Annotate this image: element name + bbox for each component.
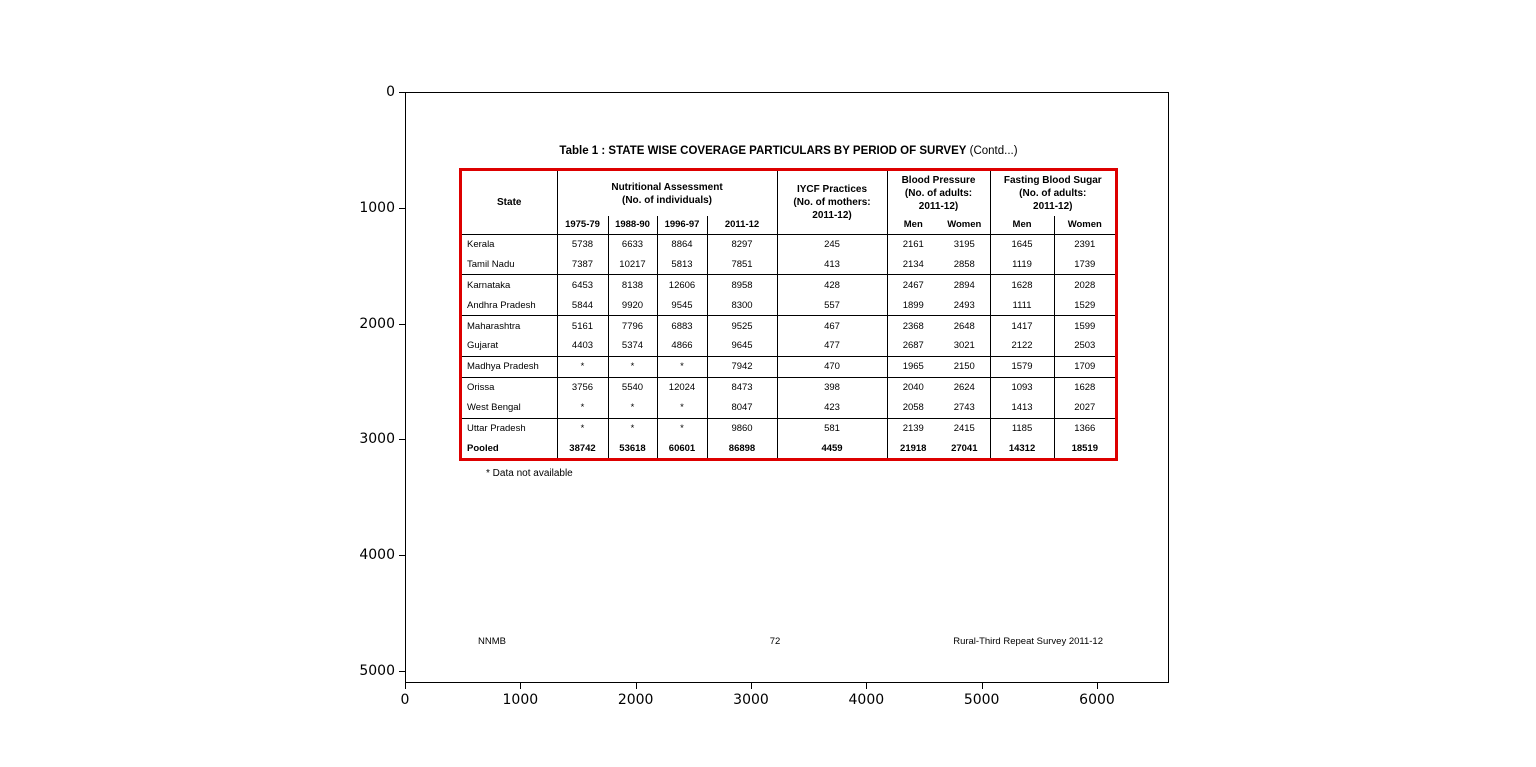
value-cell: 1529 bbox=[1054, 295, 1115, 315]
value-cell: 2040 bbox=[887, 377, 939, 397]
fbs-line1: Fasting Blood Sugar bbox=[1003, 175, 1102, 186]
value-cell: 2467 bbox=[887, 275, 939, 295]
state-cell: Kerala bbox=[467, 238, 495, 250]
value-cell: 3756 bbox=[557, 377, 608, 397]
col-header-1988-90: 1988-90 bbox=[608, 216, 657, 234]
y-tick-label: 2000 bbox=[359, 315, 395, 332]
value-cell: 2503 bbox=[1054, 336, 1115, 356]
value-cell: 2415 bbox=[939, 418, 990, 438]
bp-line1: Blood Pressure bbox=[901, 175, 976, 186]
value-cell: 6883 bbox=[657, 316, 707, 336]
value-cell: 4403 bbox=[557, 336, 608, 356]
value-cell: 8473 bbox=[707, 377, 777, 397]
y-tick-label: 1000 bbox=[359, 199, 395, 216]
iycf-line1: IYCF Practices bbox=[796, 183, 868, 195]
col-header-2011-12: 2011-12 bbox=[707, 216, 777, 234]
value-cell: 12606 bbox=[657, 275, 707, 295]
value-cell: 2134 bbox=[887, 254, 939, 274]
value-cell: 7851 bbox=[707, 254, 777, 274]
value-cell: 10217 bbox=[608, 254, 657, 274]
value-cell: 1739 bbox=[1054, 254, 1115, 274]
value-cell: * bbox=[608, 398, 657, 418]
table-header bbox=[462, 171, 1115, 234]
value-cell: 1185 bbox=[990, 418, 1054, 438]
footer-survey-name: Rural-Third Repeat Survey 2011-12 bbox=[953, 636, 1103, 647]
value-cell: 1579 bbox=[990, 356, 1054, 377]
value-cell: 2493 bbox=[953, 299, 975, 311]
state-cell: Andhra Pradesh bbox=[467, 299, 536, 311]
value-cell: 9920 bbox=[608, 295, 657, 315]
value-cell: 2894 bbox=[939, 275, 990, 295]
state-cell: Karnataka bbox=[462, 275, 557, 295]
value-cell: 557 bbox=[777, 295, 887, 315]
value-cell: 8138 bbox=[608, 275, 657, 295]
x-tick-mark bbox=[520, 683, 521, 689]
state-cell: Pooled bbox=[467, 442, 499, 454]
value-cell: * bbox=[557, 398, 608, 418]
table-row bbox=[462, 254, 1115, 274]
value-cell: * bbox=[557, 356, 608, 377]
value-cell: 6633 bbox=[608, 234, 657, 254]
value-cell: 4866 bbox=[657, 336, 707, 356]
value-cell: 8297 bbox=[707, 234, 777, 254]
bp-line2: (No. of adults: bbox=[904, 188, 973, 199]
col-header-fbs-men: Men bbox=[990, 216, 1054, 234]
state-cell: West Bengal bbox=[467, 402, 521, 414]
value-cell: 2624 bbox=[939, 377, 990, 397]
value-cell: 7387 bbox=[557, 254, 608, 274]
coverage-table bbox=[462, 171, 1115, 458]
value-cell: 1628 bbox=[1054, 377, 1115, 397]
value-cell: 1645 bbox=[990, 234, 1054, 254]
value-cell: 2858 bbox=[953, 258, 975, 270]
value-cell: 2368 bbox=[887, 316, 939, 336]
y-tick-label: 4000 bbox=[359, 547, 395, 564]
value-cell: 12024 bbox=[657, 377, 707, 397]
table-title-suffix: (Contd...) bbox=[966, 145, 1018, 157]
value-cell: * bbox=[557, 418, 608, 438]
value-cell: 14312 bbox=[990, 438, 1054, 458]
x-tick-mark bbox=[636, 683, 637, 689]
value-cell: 5813 bbox=[657, 254, 707, 274]
value-cell: 1111 bbox=[990, 295, 1054, 315]
value-cell: 5540 bbox=[608, 377, 657, 397]
value-cell: 245 bbox=[777, 234, 887, 254]
table-row bbox=[462, 356, 1115, 377]
state-cell: Madhya Pradesh bbox=[462, 356, 557, 377]
col-header-1975-79: 1975-79 bbox=[557, 216, 608, 234]
x-tick-label: 3000 bbox=[733, 692, 769, 708]
value-cell: 38742 bbox=[557, 438, 608, 458]
value-cell: 2743 bbox=[953, 402, 975, 414]
value-cell: 2028 bbox=[1054, 275, 1115, 295]
value-cell: 1417 bbox=[990, 316, 1054, 336]
col-header-bp-women: Women bbox=[939, 216, 990, 234]
x-tick-label: 4000 bbox=[848, 692, 885, 708]
value-cell: 6453 bbox=[557, 275, 608, 295]
coverage-table-border bbox=[459, 168, 1118, 461]
table-row bbox=[462, 418, 1115, 438]
value-cell: 1709 bbox=[1054, 356, 1115, 377]
value-cell: 413 bbox=[777, 254, 887, 274]
value-cell: 1899 bbox=[887, 295, 939, 315]
table-row bbox=[462, 336, 1115, 356]
value-cell: 5161 bbox=[557, 316, 608, 336]
iycf-line2: (No. of mothers: bbox=[793, 196, 871, 208]
col-group-nutritional-assessment bbox=[557, 171, 777, 216]
y-tick-mark bbox=[399, 555, 405, 556]
fbs-line3: 2011-12) bbox=[1033, 201, 1073, 212]
y-tick-label: 5000 bbox=[359, 663, 395, 679]
value-cell: 2391 bbox=[1054, 234, 1115, 254]
value-cell: 5738 bbox=[557, 234, 608, 254]
value-cell: 2648 bbox=[939, 316, 990, 336]
value-cell: 60601 bbox=[657, 438, 707, 458]
value-cell: 470 bbox=[777, 356, 887, 377]
x-tick-label: 0 bbox=[400, 692, 410, 708]
value-cell: 9645 bbox=[707, 336, 777, 356]
value-cell: 9525 bbox=[707, 316, 777, 336]
x-tick-label: 6000 bbox=[1079, 692, 1115, 708]
fbs-line2: (No. of adults: bbox=[1019, 188, 1087, 199]
value-cell: 1119 bbox=[990, 254, 1054, 274]
col-header-bp-men: Men bbox=[887, 216, 939, 234]
x-tick-mark bbox=[982, 683, 983, 689]
value-cell: 398 bbox=[777, 377, 887, 397]
table-body bbox=[462, 234, 1115, 458]
value-cell: 477 bbox=[777, 336, 887, 356]
col-header-iycf bbox=[777, 171, 887, 234]
value-cell: * bbox=[608, 418, 657, 438]
value-cell: 5844 bbox=[557, 295, 608, 315]
value-cell: 1599 bbox=[1054, 316, 1115, 336]
y-tick-mark bbox=[399, 92, 405, 93]
x-tick-label: 1000 bbox=[502, 692, 539, 708]
value-cell: 2058 bbox=[887, 398, 939, 418]
value-cell: * bbox=[608, 356, 657, 377]
value-cell: * bbox=[657, 418, 707, 438]
x-tick-mark bbox=[1097, 683, 1098, 689]
x-tick-label: 2000 bbox=[617, 692, 654, 708]
table-title-main: Table 1 : STATE WISE COVERAGE PARTICULARS BY PERIOD OF SURVEY bbox=[559, 145, 967, 157]
state-cell: Tamil Nadu bbox=[467, 258, 515, 270]
page-number: 72 bbox=[769, 636, 781, 647]
x-tick-mark bbox=[751, 683, 752, 689]
footnote: * Data not available bbox=[486, 468, 573, 479]
y-tick-mark bbox=[399, 208, 405, 209]
table-row bbox=[462, 275, 1115, 295]
value-cell: 2687 bbox=[887, 336, 939, 356]
value-cell: 467 bbox=[777, 316, 887, 336]
table-row bbox=[462, 316, 1115, 336]
col-group-fasting-blood-sugar bbox=[990, 171, 1115, 216]
x-tick-label: 5000 bbox=[963, 692, 1000, 708]
table-row bbox=[462, 234, 1115, 254]
bp-line3: 2011-12) bbox=[918, 201, 959, 212]
iycf-line3: 2011-12) bbox=[812, 209, 852, 221]
value-cell: 9860 bbox=[707, 418, 777, 438]
value-cell: 7796 bbox=[608, 316, 657, 336]
value-cell: 86898 bbox=[707, 438, 777, 458]
y-tick-mark bbox=[399, 324, 405, 325]
x-tick-mark bbox=[866, 683, 867, 689]
value-cell: 18519 bbox=[1054, 438, 1115, 458]
value-cell: 3021 bbox=[953, 340, 975, 352]
value-cell: 8047 bbox=[707, 398, 777, 418]
value-cell: 1366 bbox=[1054, 418, 1115, 438]
value-cell: 8864 bbox=[657, 234, 707, 254]
table-row bbox=[462, 295, 1115, 315]
value-cell: 8958 bbox=[707, 275, 777, 295]
value-cell: * bbox=[657, 398, 707, 418]
y-tick-label: 3000 bbox=[359, 431, 395, 448]
y-tick-mark bbox=[399, 671, 405, 672]
value-cell: 423 bbox=[777, 398, 887, 418]
value-cell: 21918 bbox=[887, 438, 939, 458]
table-row bbox=[462, 377, 1115, 397]
col-header-state: State bbox=[462, 171, 557, 234]
table-title bbox=[459, 145, 1118, 157]
y-tick-mark bbox=[399, 439, 405, 440]
value-cell: 5374 bbox=[608, 336, 657, 356]
value-cell: 428 bbox=[777, 275, 887, 295]
value-cell: 9545 bbox=[657, 295, 707, 315]
col-header-1996-97: 1996-97 bbox=[657, 216, 707, 234]
value-cell: 2161 bbox=[887, 234, 939, 254]
table-row bbox=[462, 398, 1115, 418]
value-cell: 1413 bbox=[990, 398, 1054, 418]
state-cell: Gujarat bbox=[467, 340, 499, 352]
y-tick-label: 0 bbox=[386, 84, 395, 100]
state-cell: Uttar Pradesh bbox=[462, 418, 557, 438]
value-cell: 3195 bbox=[953, 238, 975, 250]
x-tick-mark bbox=[405, 683, 406, 689]
value-cell: 2122 bbox=[990, 336, 1054, 356]
value-cell: 1965 bbox=[887, 356, 939, 377]
footer-org: NNMB bbox=[478, 636, 506, 647]
value-cell: 2150 bbox=[939, 356, 990, 377]
value-cell: 8300 bbox=[707, 295, 777, 315]
na-line1: Nutritional Assessment bbox=[611, 181, 723, 193]
value-cell: 1093 bbox=[990, 377, 1054, 397]
col-group-blood-pressure bbox=[887, 171, 990, 216]
table-row bbox=[462, 438, 1115, 458]
col-header-fbs-women: Women bbox=[1054, 216, 1115, 234]
value-cell: 4459 bbox=[777, 438, 887, 458]
value-cell: 27041 bbox=[951, 442, 978, 454]
value-cell: 2139 bbox=[887, 418, 939, 438]
value-cell: * bbox=[657, 356, 707, 377]
value-cell: 7942 bbox=[707, 356, 777, 377]
na-line2: (No. of individuals) bbox=[622, 194, 712, 206]
value-cell: 53618 bbox=[608, 438, 657, 458]
state-cell: Orissa bbox=[462, 377, 557, 397]
value-cell: 2027 bbox=[1054, 398, 1115, 418]
value-cell: 581 bbox=[777, 418, 887, 438]
state-cell: Maharashtra bbox=[462, 316, 557, 336]
value-cell: 1628 bbox=[990, 275, 1054, 295]
